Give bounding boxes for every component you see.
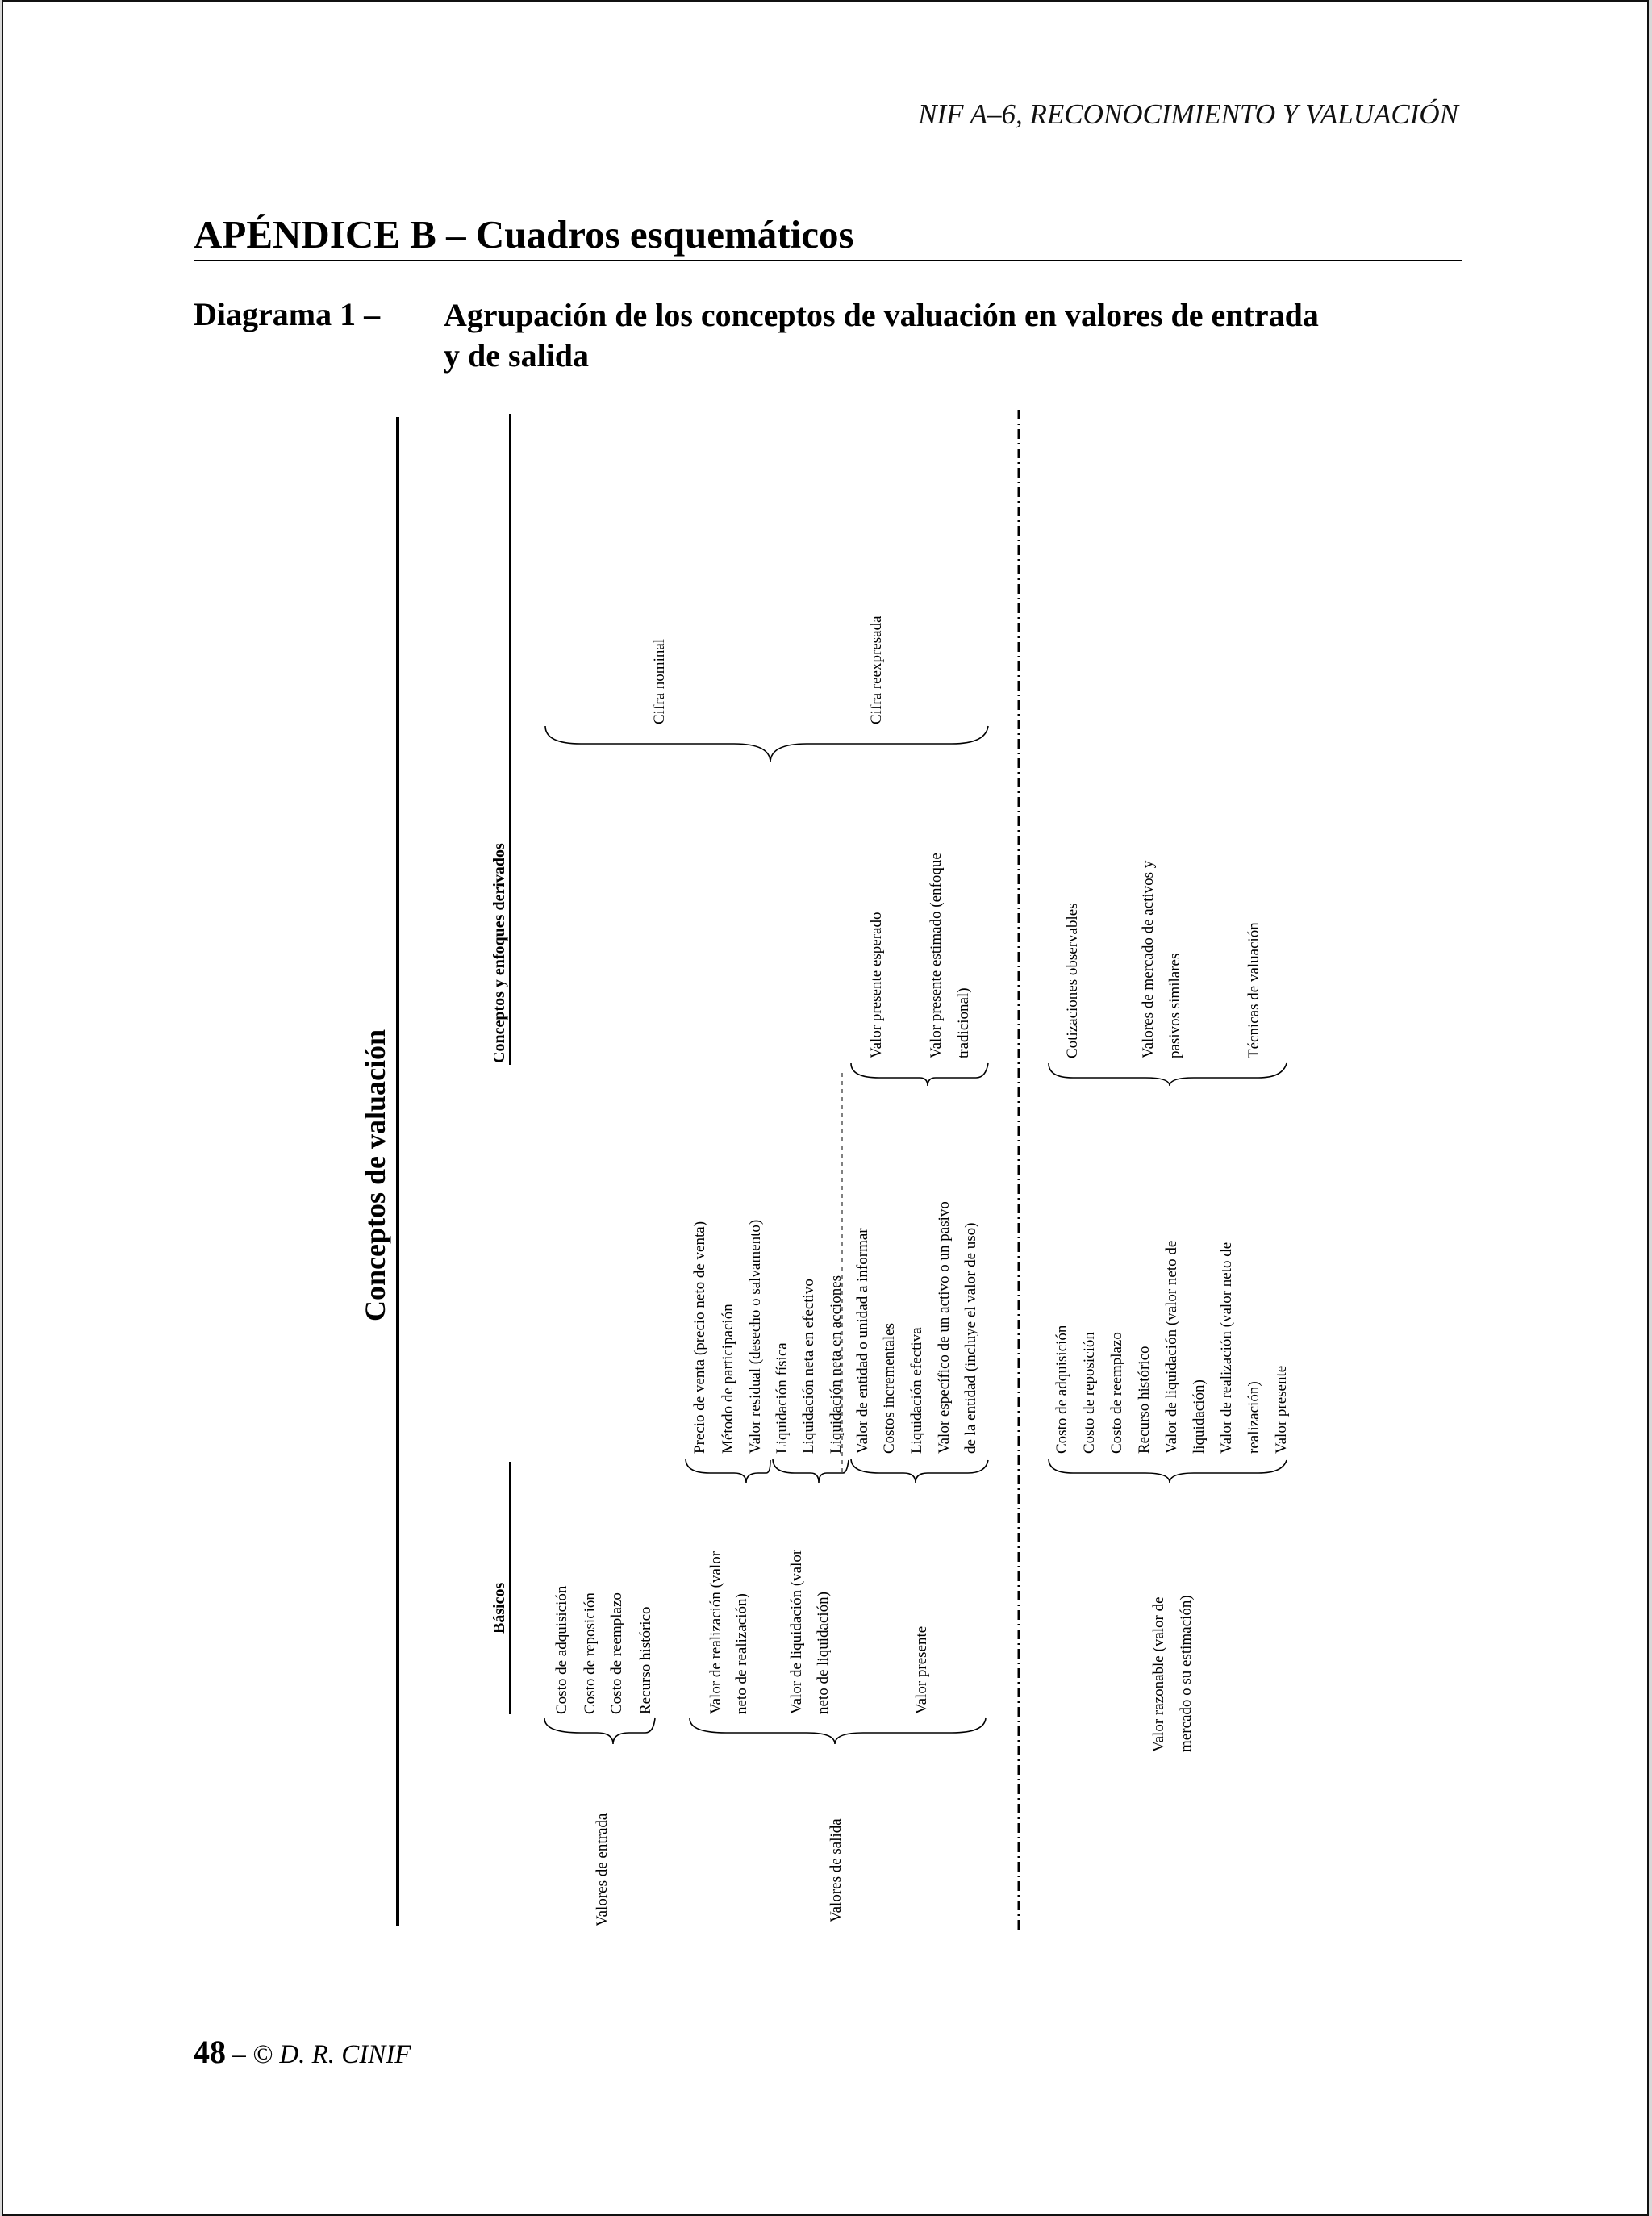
derivados-uso-2: de la entidad (incluye el valor de uso) — [962, 1222, 979, 1454]
razonable-list-3: Recurso histórico — [1136, 1346, 1153, 1454]
page-number: 48 — [194, 2034, 226, 2070]
derivados-entidad-1: Costos incrementales — [881, 1323, 898, 1454]
row-entrada: Valores de entrada — [594, 1813, 611, 1926]
basicos-entrada-3: Recurso histórico — [637, 1606, 654, 1714]
basicos-entrada-1: Costo de reposición — [582, 1592, 599, 1714]
razonable-list-5: liquidación) — [1191, 1379, 1208, 1454]
basicos-presente: Valor presente — [913, 1625, 930, 1714]
basicos-entrada-2: Costo de reemplazo — [608, 1592, 625, 1714]
row-salida: Valores de salida — [828, 1818, 845, 1922]
derivados-liquidacion-0: Liquidación física — [774, 1342, 791, 1454]
diagram-label: Diagrama 1 – — [194, 296, 381, 332]
derivados-realizacion-2: Valor residual (desecho o salvamento) — [747, 1219, 764, 1454]
razonable-list-7: realización) — [1245, 1381, 1262, 1454]
col-derivados: Conceptos y enfoques derivados — [490, 843, 508, 1063]
razonable-list-4: Valor de liquidación (valor neto de — [1163, 1240, 1180, 1454]
cifra-nominal: Cifra nominal — [651, 638, 668, 724]
col-basicos: Básicos — [490, 1582, 508, 1634]
vp-estimado-0: Valor presente estimado (enfoque — [928, 853, 945, 1058]
derivados-liquidacion-2: Liquidación neta en acciones — [828, 1275, 845, 1454]
basicos-liquidacion-0: Valor de liquidación (valor — [788, 1549, 805, 1714]
derivados-uso-0: Liquidación efectiva — [908, 1327, 925, 1454]
derivados-realizacion-0: Precio de venta (precio neto de venta) — [691, 1221, 708, 1454]
vp-esperado: Valor presente esperado — [868, 912, 885, 1058]
cifra-reexpresada: Cifra reexpresada — [868, 616, 885, 724]
vp-estimado-1: tradicional) — [955, 987, 972, 1058]
page-footer — [194, 2033, 411, 2071]
derivados-entidad-0: Valor de entidad o unidad a informar — [854, 1228, 871, 1454]
derivados-uso-1: Valor específico de un activo o un pasivo — [936, 1201, 953, 1454]
appendix-title: APÉNDICE B – Cuadros esquemáticos — [194, 212, 854, 257]
basicos-realizacion-0: Valor de realización (valor — [707, 1550, 724, 1714]
razonable-list-6: Valor de realización (valor neto de — [1218, 1242, 1235, 1454]
brace-liquidacion — [773, 1459, 849, 1483]
diagram-title: Agrupación de los conceptos de valuación en valores de entrada y de salida — [444, 297, 1319, 374]
derivados-liquidacion-1: Liquidación neta en efectivo — [800, 1279, 817, 1454]
brace-presente — [851, 1459, 988, 1483]
main-title: Conceptos de valuación — [359, 1029, 391, 1321]
brace-mercado — [1049, 1063, 1287, 1086]
razonable-list-0: Costo de adquisición — [1053, 1325, 1070, 1454]
brace-entrada — [544, 1718, 655, 1744]
basicos-liquidacion-1: neto de liquidación) — [815, 1592, 832, 1714]
razonable-list-2: Costo de reemplazo — [1108, 1332, 1125, 1454]
razonable-list-1: Costo de reposición — [1081, 1332, 1098, 1454]
valor-razonable-1: mercado o su estimación) — [1178, 1595, 1195, 1752]
valores-mercado-0: Valores de mercado de activos y — [1140, 860, 1157, 1058]
copyright: – © D. R. CINIF — [232, 2040, 411, 2069]
brace-realizacion — [686, 1459, 770, 1483]
brace-razonable — [1049, 1459, 1287, 1483]
basicos-entrada-0: Costo de adquisición — [553, 1585, 570, 1714]
valor-razonable-0: Valor razonable (valor de — [1150, 1596, 1167, 1752]
valores-mercado-1: pasivos similares — [1166, 953, 1183, 1058]
brace-salida — [690, 1718, 986, 1744]
derivados-realizacion-1: Método de participación — [720, 1304, 736, 1454]
tecnicas: Técnicas de valuación — [1245, 922, 1262, 1058]
razonable-list-8: Valor presente — [1273, 1365, 1290, 1454]
running-header: NIF A–6, RECONOCIMIENTO Y VALUACIÓN — [918, 98, 1458, 130]
basicos-realizacion-1: neto de realización) — [733, 1593, 750, 1714]
brace-cifra — [545, 726, 988, 762]
brace-vp — [851, 1063, 988, 1086]
cotizaciones: Cotizaciones observables — [1064, 903, 1081, 1058]
